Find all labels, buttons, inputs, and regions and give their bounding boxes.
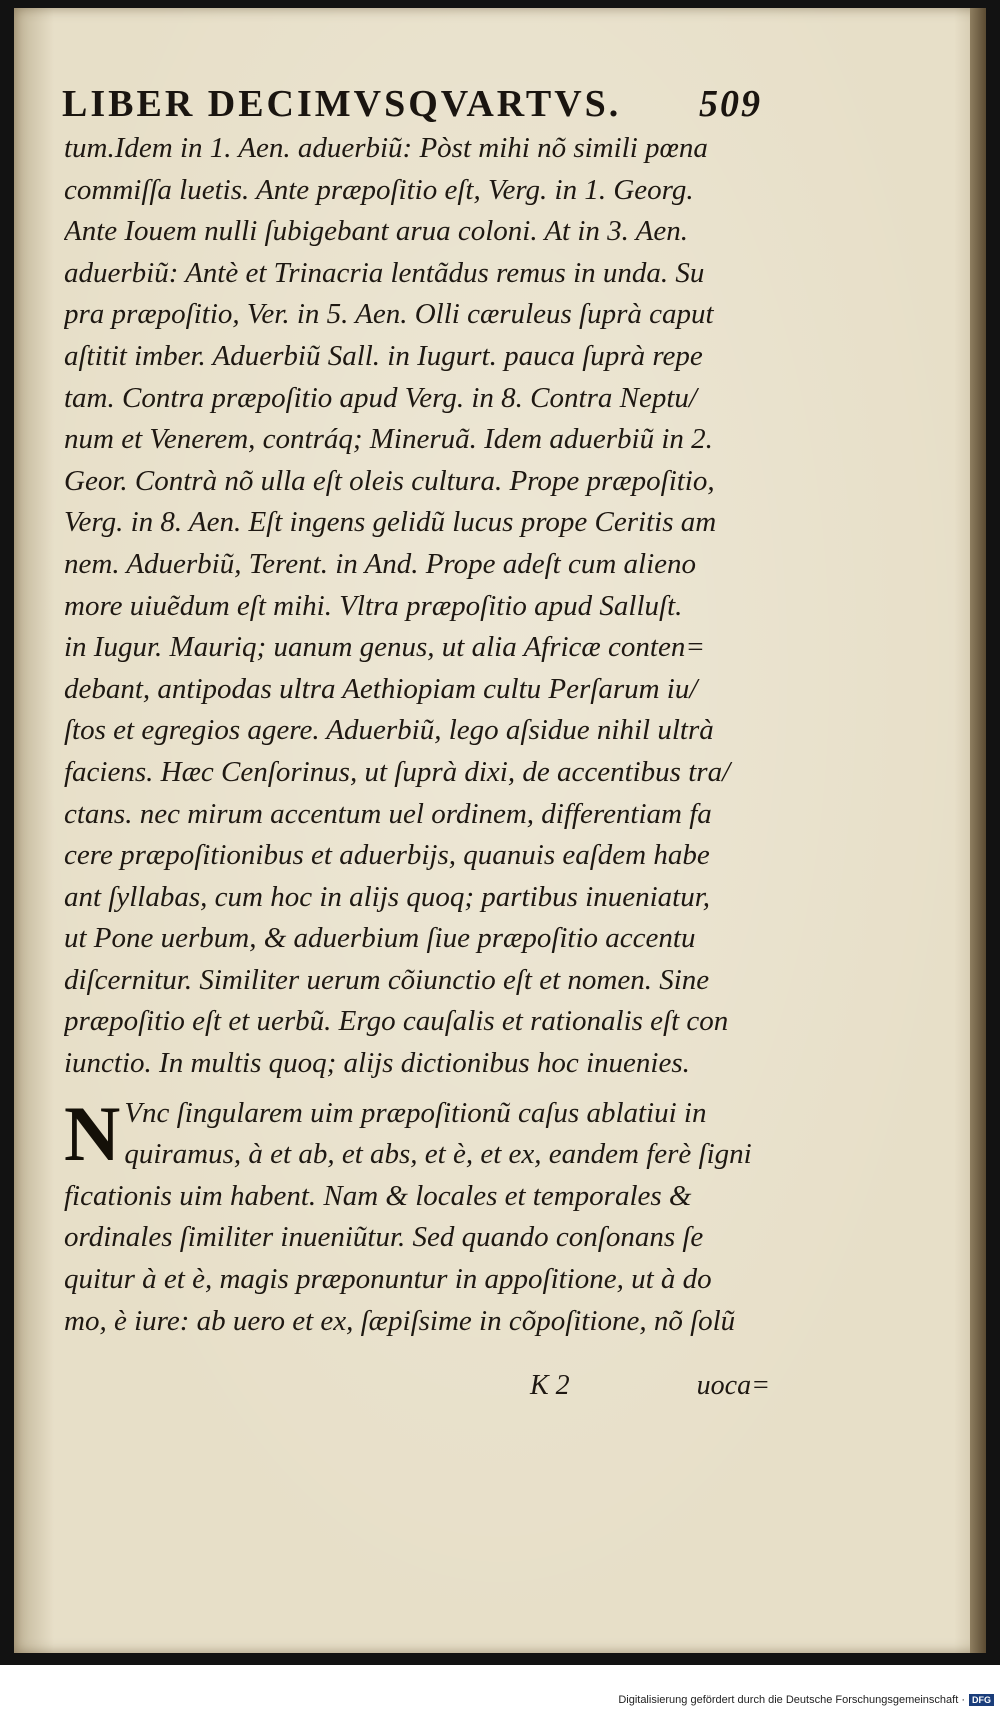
text-line: iunctio. In multis quoq; alijs dictionibus hoc inuenies. [64, 1047, 690, 1080]
text-line: tum.Idem in 1. Aen. aduerbiũ: Pòst mihi nõ simili pœna [64, 132, 708, 164]
page-edge [970, 8, 986, 1653]
text-line: nem. Aduerbiũ, Terent. in And. Prope adeſt cum alieno [64, 547, 697, 580]
text-line: ficationis uim habent. Nam & locales et temporales & [64, 1179, 692, 1212]
text-line: Geor. Contrà nõ ulla eſt oleis cultura. Prope præpoſitio, [64, 464, 715, 497]
text-line: quitur à et è, magis præponuntur in appoſitione, ut à do [64, 1263, 712, 1296]
running-head [62, 82, 762, 126]
text-line: debant, antipodas ultra Aethiopiam cultu Perſarum iu/ [64, 672, 698, 705]
catchword: uoca= [696, 1370, 770, 1401]
page-footer [520, 1370, 770, 1402]
text-line: diſcernitur. Similiter uerum cõiunctio eſt et nomen. Sine [64, 963, 710, 996]
page-number: 509 [699, 83, 762, 125]
text-line: ut Pone uerbum, & aduerbium ſiue præpoſitio accentu [64, 922, 696, 955]
text-line: ſtos et egregios agere. Aduerbiũ, lego aſsidue nihil ultrà [64, 714, 714, 747]
text-line: pra præpoſitio, Ver. in 5. Aen. Olli cæruleus ſuprà caput [64, 298, 714, 331]
paragraph-2 [64, 1089, 764, 1343]
text-line: Vnc ſingularem uim præpoſitionũ caſus ablatiui in [124, 1096, 707, 1129]
text-line: num et Venerem, contráq; Mineruã. Idem aduerbiũ in 2. [64, 423, 713, 456]
text-line: cere præpoſitionibus et aduerbijs, quanuis eaſdem habe [64, 839, 710, 872]
text-line: mo, è iure: ab uero et ex, ſæpiſsime in cõpoſitione, nõ ſolũ [64, 1304, 736, 1337]
text-block [64, 128, 764, 1342]
text-line: faciens. Hæc Cenſorinus, ut ſuprà dixi, de accentibus tra/ [64, 755, 731, 788]
text-line: ordinales ſimiliter inueniũtur. Sed quando conſonans ſe [64, 1221, 704, 1254]
drop-initial: N [64, 1089, 121, 1177]
text-line: Verg. in 8. Aen. Eſt ingens gelidũ lucus prope Ceritis am [64, 506, 717, 539]
text-line: aſtitit imber. Aduerbiũ Sall. in Iugurt. pauca ſuprà repe [64, 339, 703, 372]
text-line: in Iugur. Mauriq; uanum genus, ut alia Africæ conten= [64, 631, 705, 664]
text-line: præpoſitio eſt et uerbũ. Ergo cauſalis et rationalis eſt con [64, 1005, 729, 1038]
credit-text: Digitalisierung gefördert durch die Deutsche Forschungsgemeinschaft · [618, 1694, 965, 1706]
text-line: Ante Iouem nulli ſubigebant arua coloni. At in 3. Aen. [64, 215, 688, 248]
signature-mark: K 2 [530, 1370, 570, 1401]
text-line: ctans. nec mirum accentum uel ordinem, differentiam fa [64, 797, 712, 830]
credit-bar [0, 1690, 1000, 1710]
text-line: more uiuẽdum eſt mihi. Vltra præpoſitio apud Salluſt. [64, 589, 683, 622]
text-line: commiſſa luetis. Ante præpoſitio eſt, Verg. in 1. Georg. [64, 173, 694, 206]
text-line: quiramus, à et ab, et abs, et è, et ex, eandem ferè ſigni [124, 1138, 752, 1171]
dfg-logo: DFG [969, 1694, 994, 1706]
text-line: tam. Contra præpoſitio apud Verg. in 8. Contra Neptu/ [64, 381, 697, 414]
paragraph-1 [64, 128, 764, 1085]
running-head-title: LIBER DECIMVSQVARTVS. [62, 83, 622, 125]
text-line: aduerbiũ: Antè et Trinacria lentãdus remus in unda. Su [64, 256, 705, 289]
text-line: ant ſyllabas, cum hoc in alijs quoq; partibus inueniatur, [64, 880, 711, 913]
